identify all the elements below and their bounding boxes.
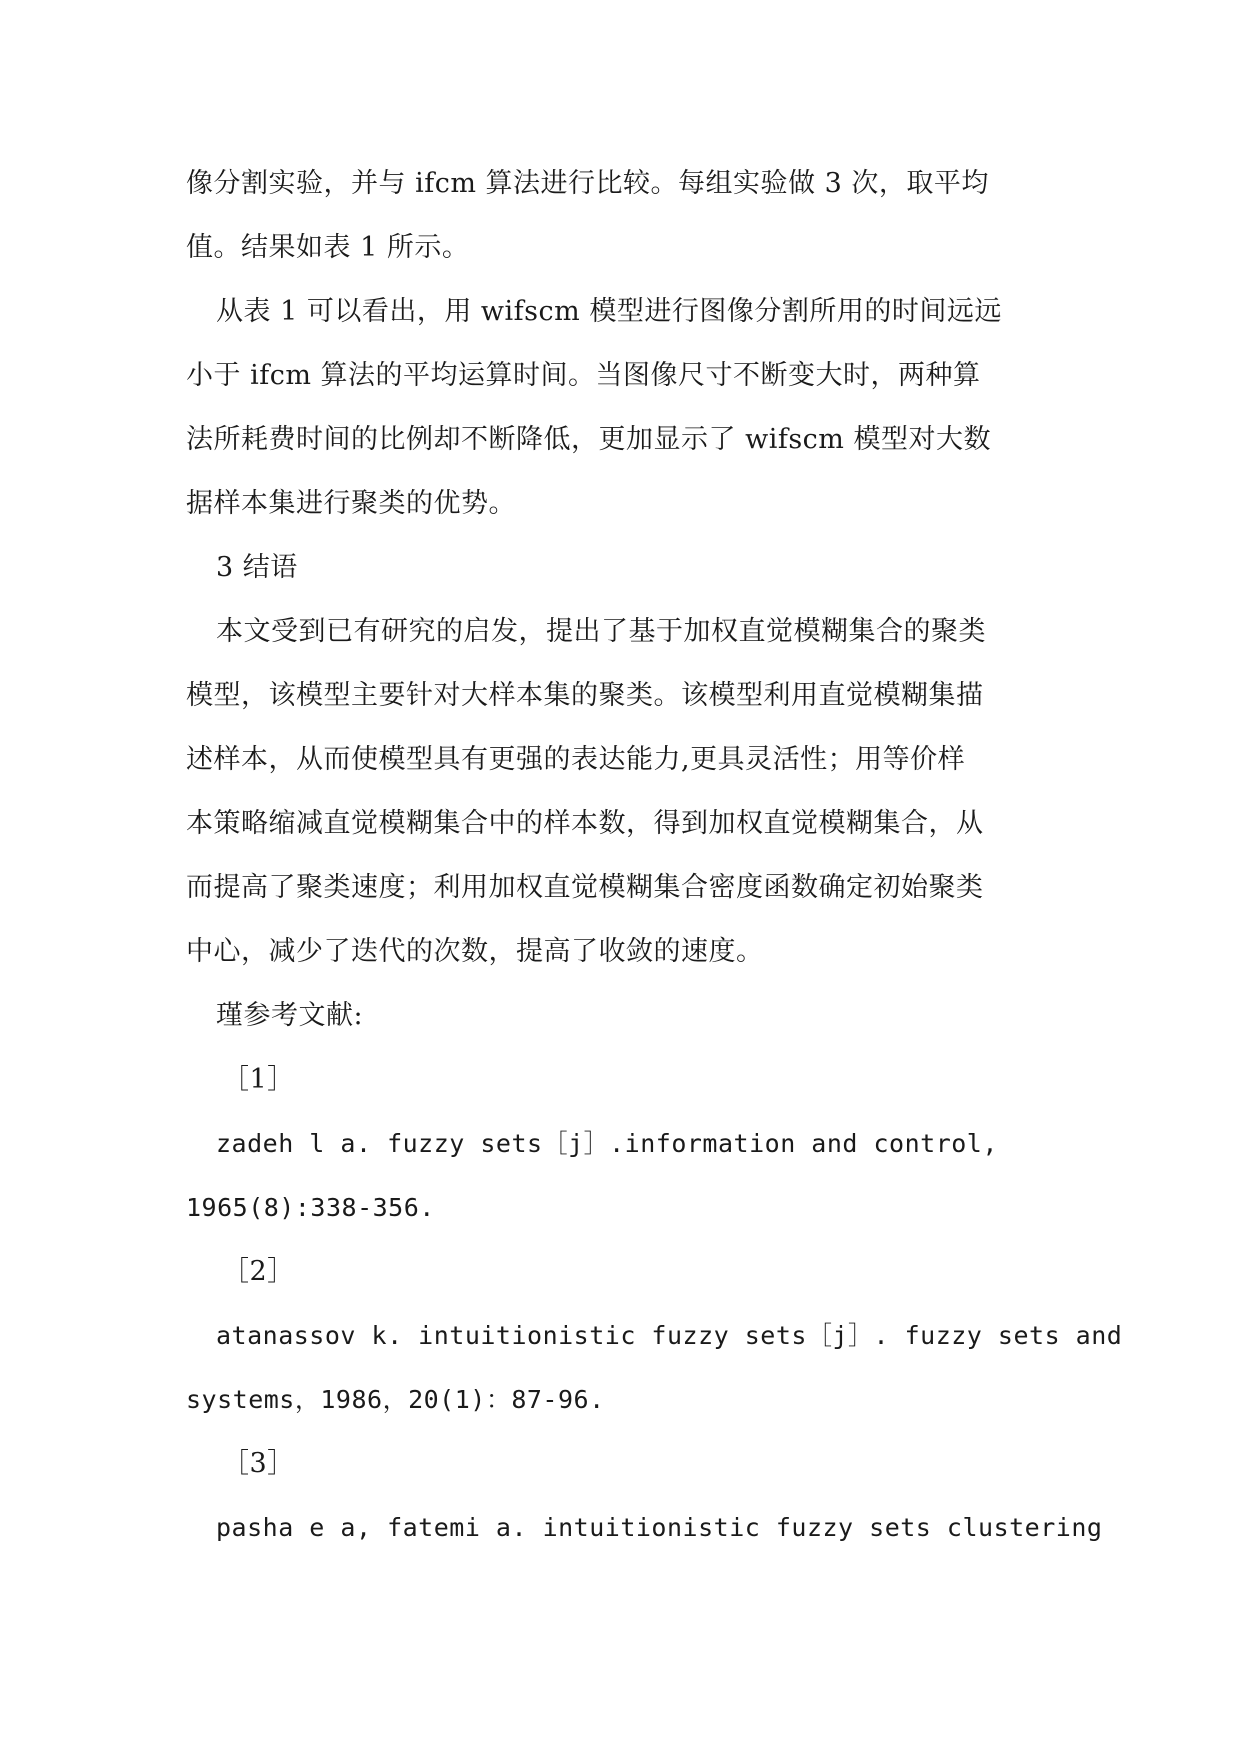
paragraph-line: 本策略缩减直觉模糊集合中的样本数，得到加权直觉模糊集合，从 — [186, 808, 984, 839]
paragraph-line: 像分割实验，并与 ifcm 算法进行比较。每组实验做 3 次，取平均 — [186, 168, 989, 199]
reference-text: pasha e a, fatemi a. intuitionistic fuzzy sets clustering — [216, 1513, 1103, 1542]
reference-number: ［2］ — [222, 1256, 295, 1287]
paragraph-line: 法所耗费时间的比例却不断降低，更加显示了 wifscm 模型对大数 — [186, 424, 991, 455]
reference-text: zadeh l a. fuzzy sets［j］.information and control, — [216, 1129, 998, 1158]
references-heading: 瑾参考文献: — [216, 1000, 364, 1031]
paragraph-line: 值。结果如表 1 所示。 — [186, 232, 470, 263]
reference-text: 1965(8):338-356. — [186, 1193, 435, 1222]
paragraph-line: 中心，减少了迭代的次数，提高了收敛的速度。 — [186, 936, 764, 967]
paragraph-line: 模型，该模型主要针对大样本集的聚类。该模型利用直觉模糊集描 — [186, 680, 984, 711]
paragraph-line: 据样本集进行聚类的优势。 — [186, 488, 516, 519]
paragraph-line: 从表 1 可以看出，用 wifscm 模型进行图像分割所用的时间远远 — [216, 296, 1002, 327]
reference-text: systems，1986，20(1)：87-96. — [186, 1385, 605, 1414]
reference-text: atanassov k. intuitionistic fuzzy sets［j］. fuzzy sets and — [216, 1321, 1123, 1350]
reference-number: ［3］ — [222, 1448, 295, 1479]
paragraph-line: 小于 ifcm 算法的平均运算时间。当图像尺寸不断变大时，两种算 — [186, 360, 981, 391]
reference-number: ［1］ — [222, 1064, 295, 1095]
paragraph-line: 述样本，从而使模型具有更强的表达能力,更具灵活性；用等价样 — [186, 744, 966, 775]
paragraph-line: 本文受到已有研究的启发，提出了基于加权直觉模糊集合的聚类 — [216, 616, 986, 647]
paragraph-line: 而提高了聚类速度；利用加权直觉模糊集合密度函数确定初始聚类 — [186, 872, 984, 903]
section-heading: 3 结语 — [216, 552, 298, 583]
